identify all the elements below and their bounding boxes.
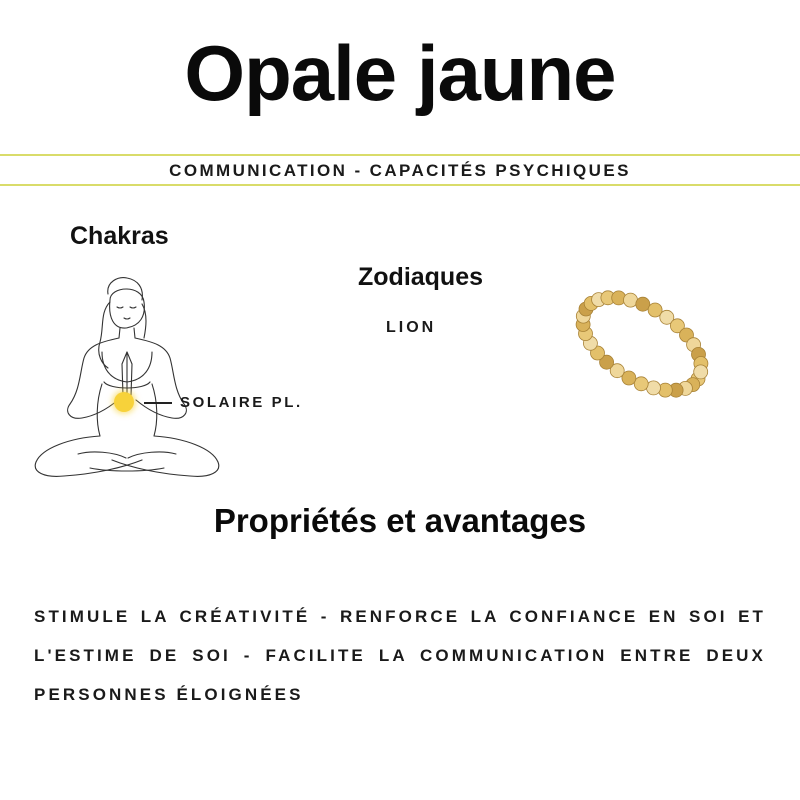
- bracelet-bead: [634, 377, 648, 391]
- bead-bracelet-icon: [565, 286, 720, 406]
- chakra-pointer-line: [144, 402, 172, 404]
- chakra-marker-dot: [114, 392, 134, 412]
- zodiac-value: LION: [386, 319, 437, 336]
- properties-text: STIMULE LA CRÉATIVITÉ - RENFORCE LA CONFIANCE EN SOI ET L'ESTIME DE SOI - FACILITE LA COMMUNICATION ENTRE DEUX PERSONNES ÉLOIGNÉES: [34, 607, 766, 704]
- bracelet-bead: [647, 381, 661, 395]
- properties-heading: Propriétés et avantages: [213, 502, 587, 539]
- bracelet-bead: [694, 365, 708, 379]
- meditating-woman-icon: [30, 272, 225, 487]
- subtitle: COMMUNICATION - CAPACITÉS PSYCHIQUES: [169, 161, 631, 180]
- bracelet-bead: [624, 293, 638, 307]
- chakra-label: SOLAIRE PL.: [180, 394, 303, 411]
- page-title: Opale jaune: [184, 29, 616, 117]
- zodiac-heading: Zodiaques: [358, 263, 484, 291]
- bracelet-bead: [636, 297, 650, 311]
- chakras-heading: Chakras: [70, 222, 169, 250]
